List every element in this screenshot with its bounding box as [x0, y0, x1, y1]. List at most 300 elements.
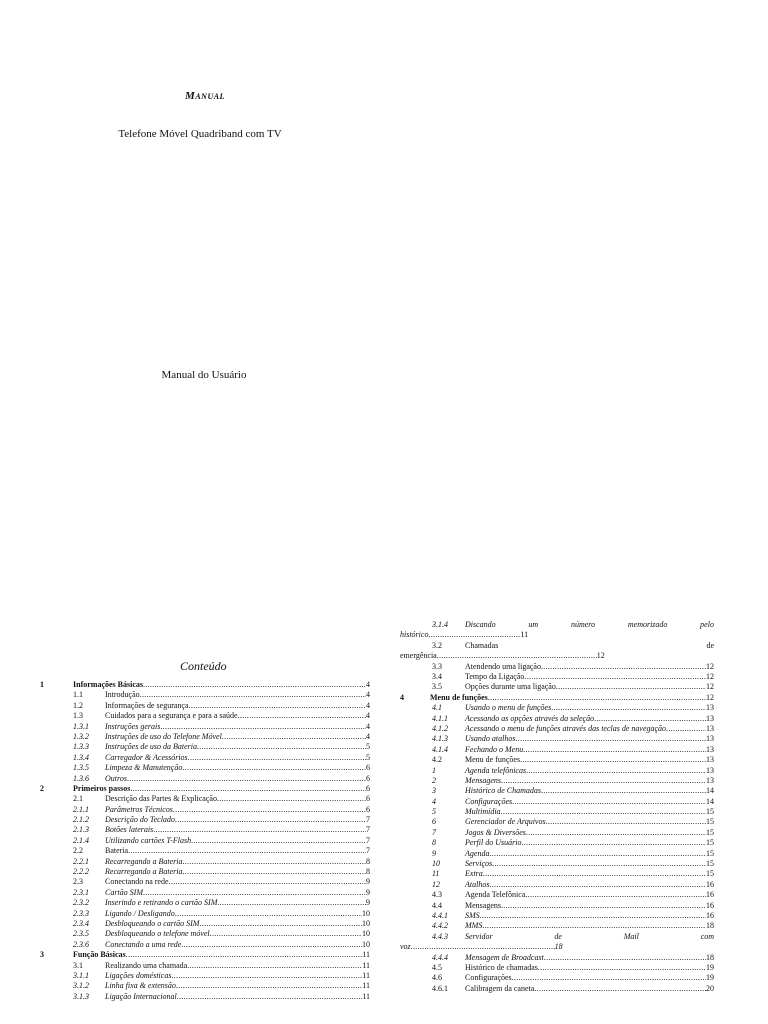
toc-entry-page: 4 [366, 680, 370, 689]
toc-entry[interactable] [40, 929, 370, 939]
toc-entry-title: Limpeza & Manutenção [105, 763, 183, 773]
toc-entry-number: 3 [40, 950, 44, 960]
toc-entry-title-word: de [554, 931, 562, 941]
toc-entry-page: 10 [362, 918, 370, 928]
toc-entry-leader [523, 745, 706, 755]
toc-entry-page: 6 [366, 804, 370, 814]
toc-entry-page: 12 [706, 661, 714, 671]
toc-entry[interactable] [400, 807, 714, 817]
toc-entry-number: 1.3.3 [73, 742, 89, 752]
toc-entry-title: Menu de funções [465, 755, 521, 765]
toc-entry-number: 1.3 [73, 711, 83, 721]
toc-entry-leader [488, 693, 706, 703]
toc-entry-wrapped[interactable] [400, 932, 714, 953]
toc-heading: Conteúdo [180, 659, 227, 673]
toc-entry[interactable] [400, 734, 714, 744]
toc-entry-page: 10 [362, 939, 370, 949]
toc-entry-title: Perfil do Usuário [465, 838, 522, 848]
toc-entry-leader [501, 776, 706, 786]
toc-entry-title: Configurações [465, 973, 512, 983]
toc-entry-leader [182, 867, 366, 877]
toc-entry-title: Agenda [465, 848, 490, 858]
toc-entry[interactable] [40, 950, 370, 960]
toc-entry-number: 4.4.1 [432, 910, 448, 920]
toc-entry-number: 2.2.2 [73, 867, 89, 877]
toc-entry-page: 15 [706, 859, 714, 869]
toc-entry-number: 2.3 [73, 877, 83, 887]
toc-entry[interactable] [40, 836, 370, 846]
toc-entry-title: Agenda Telefônica [465, 890, 526, 900]
toc-entry-page: 11 [362, 991, 370, 1001]
toc-entry-leader [182, 857, 366, 867]
toc-entry-page: 10 [362, 908, 370, 918]
toc-entry-leader [210, 929, 362, 939]
toc-entry-page: 18 [554, 942, 563, 952]
toc-entry[interactable] [40, 732, 370, 742]
toc-entry-title: Histórico de Chamadas [465, 786, 541, 796]
toc-entry-page: 11 [362, 950, 370, 960]
toc-entry-title: Recarregando a Bateria [105, 867, 183, 877]
toc-entry[interactable] [40, 898, 370, 908]
toc-entry-number: 1 [432, 765, 436, 775]
toc-entry-leader [238, 711, 366, 721]
toc-entry[interactable] [40, 867, 370, 877]
toc-entry-page: 10 [362, 929, 370, 939]
toc-entry-page: 6 [366, 773, 370, 783]
toc-entry-title: Mensagem de Broadcast [465, 952, 544, 962]
toc-entry[interactable] [40, 722, 370, 732]
toc-entry-page: 6 [366, 783, 370, 793]
toc-entry-title: Gerenciador de Arquivos [465, 817, 546, 827]
toc-entry-title: Usando o menu de funções [465, 703, 552, 713]
toc-entry[interactable] [400, 662, 714, 672]
toc-entry-title-words [465, 932, 714, 942]
toc-entry-title: Extra [465, 869, 483, 879]
toc-entry-leader [143, 888, 366, 898]
toc-entry[interactable] [40, 815, 370, 825]
toc-entry-title-word: memorizado [627, 620, 668, 629]
toc-entry-title: Primeiros passos [73, 783, 131, 793]
toc-entry-leader [181, 940, 362, 950]
toc-entry-title: Instruções de uso da Bateria [105, 742, 197, 752]
toc-entry[interactable] [40, 888, 370, 898]
toc-entry-leader [512, 973, 706, 983]
toc-entry-leader [524, 672, 706, 682]
toc-entry[interactable] [40, 971, 370, 981]
toc-entry-number: 1.3.5 [73, 763, 89, 773]
toc-entry[interactable] [40, 825, 370, 835]
toc-entry-page: 18 [706, 921, 714, 931]
toc-entry-number: 2.1.4 [73, 835, 89, 845]
toc-entry-page: 18 [706, 952, 714, 962]
toc-entry-leader [188, 753, 366, 763]
toc-entry-title: Mensagens [465, 775, 501, 785]
toc-entry[interactable] [40, 711, 370, 721]
toc-entry-leader [541, 662, 706, 672]
toc-entry[interactable] [400, 693, 714, 703]
toc-entry-number: 3.1.3 [73, 991, 89, 1001]
toc-entry[interactable] [40, 763, 370, 773]
toc-entry-page: 13 [706, 723, 714, 733]
toc-entry[interactable] [400, 682, 714, 692]
toc-entry[interactable] [400, 901, 714, 911]
toc-entry-leader [534, 984, 706, 994]
toc-entry-title: Atalhos [465, 879, 490, 889]
toc-entry-title: Desbloqueando o cartão SIM [105, 918, 200, 928]
toc-entry-number: 11 [432, 869, 440, 879]
toc-entry-title: Parâmetros Técnicos [105, 804, 173, 814]
toc-right-column [400, 620, 714, 994]
toc-entry[interactable] [400, 755, 714, 765]
toc-entry[interactable] [40, 701, 370, 711]
toc-entry-title: Linha fixa & extensão [105, 981, 176, 991]
toc-entry-title: Inserindo e retirando o cartão SIM [105, 898, 218, 908]
toc-entry-leader [483, 869, 706, 879]
toc-entry-number: 4.1.2 [432, 723, 448, 733]
toc-entry[interactable] [40, 680, 370, 690]
toc-entry-leader [492, 859, 706, 869]
toc-entry[interactable] [40, 690, 370, 700]
toc-entry-page: 11 [520, 630, 529, 640]
toc-entry[interactable] [40, 753, 370, 763]
toc-entry-number: 2.1 [73, 794, 83, 804]
toc-entry-page: 6 [366, 763, 370, 773]
toc-entry-title: Opções durante uma ligação [465, 682, 556, 692]
toc-entry-title: MMS [465, 921, 483, 931]
toc-entry-number: 2.1.3 [73, 825, 89, 835]
toc-entry[interactable] [400, 786, 714, 796]
toc-entry-page: 11 [362, 960, 370, 970]
toc-entry-leader [538, 963, 706, 973]
toc-entry-leader [512, 797, 706, 807]
toc-entry[interactable] [40, 857, 370, 867]
toc-entry-page: 14 [706, 796, 714, 806]
toc-entry-number: 3.5 [432, 682, 442, 692]
toc-entry[interactable] [400, 672, 714, 682]
toc-entry-title: Informações de segurança [105, 700, 189, 710]
manual-label: Manual do Usuário [161, 369, 247, 381]
toc-entry[interactable] [400, 880, 714, 890]
toc-entry-leader [191, 836, 366, 846]
toc-entry-leader [126, 950, 363, 960]
toc-entry-page: 13 [706, 755, 714, 765]
toc-entry-page: 16 [706, 890, 714, 900]
toc-entry-page: 14 [706, 786, 714, 796]
toc-entry-page: 6 [366, 794, 370, 804]
toc-entry-title: Carregador & Acessórios [105, 752, 188, 762]
toc-entry-leader [182, 763, 366, 773]
toc-entry[interactable] [400, 703, 714, 713]
toc-entry-title: Informações Básicas [73, 680, 143, 689]
toc-entry-title: Instruções de uso do Telefone Móvel [105, 731, 222, 741]
toc-entry-page: 13 [706, 713, 714, 723]
toc-entry-number: 2.2.1 [73, 856, 89, 866]
toc-entry-page: 12 [596, 651, 605, 661]
toc-entry-page: 15 [706, 869, 714, 879]
toc-entry-title: Acessando as opções através da seleção [465, 713, 595, 723]
toc-entry-title-continued: emergência [400, 651, 437, 661]
toc-entry-title: Ligando / Desligando [105, 908, 175, 918]
toc-entry-title-word: Discando [465, 620, 496, 629]
toc-entry-page: 15 [706, 827, 714, 837]
toc-entry-leader [143, 680, 366, 690]
toc-entry-number: 4.1.3 [432, 734, 448, 744]
toc-entry-leader [526, 828, 706, 838]
toc-entry[interactable] [40, 846, 370, 856]
toc-entry-number: 1.1 [73, 690, 83, 700]
toc-entry-title: Multimídia [465, 807, 501, 817]
toc-entry-number: 4 [432, 796, 436, 806]
toc-entry[interactable] [400, 838, 714, 848]
toc-entry-title: Atendendo uma ligação [465, 661, 541, 671]
toc-entry-title: Botões laterais [105, 825, 154, 835]
toc-entry[interactable] [400, 984, 714, 994]
toc-entry-leader [127, 774, 366, 784]
toc-entry[interactable] [40, 981, 370, 991]
toc-entry-number: 2.3.6 [73, 939, 89, 949]
toc-entry-leader [130, 784, 366, 794]
toc-entry-title: Descrição das Partes & Explicação [105, 794, 217, 804]
toc-entry-page: 11 [362, 970, 370, 980]
toc-entry-page: 16 [706, 900, 714, 910]
toc-entry-title-word: Mail [623, 931, 639, 941]
toc-entry-title: Desbloqueando o telefone móvel [105, 929, 210, 939]
toc-entry-number: 2.1.2 [73, 815, 89, 825]
toc-entry-number: 4 [400, 692, 404, 702]
toc-entry-title: Função Básicas [73, 950, 126, 960]
toc-entry-leader [515, 734, 706, 744]
toc-entry[interactable] [40, 784, 370, 794]
toc-entry-page: 5 [366, 752, 370, 762]
toc-entry-page: 15 [706, 807, 714, 817]
toc-entry-page: 13 [706, 734, 714, 744]
toc-entry-title-word: Servidor [465, 931, 493, 941]
toc-entry-title: Configurações [465, 796, 513, 806]
toc-entry-leader [482, 921, 706, 931]
toc-entry-leader [176, 981, 362, 991]
toc-entry-number: 4.2 [432, 755, 442, 765]
toc-entry-leader [199, 919, 362, 929]
toc-entry-number: 2.3.5 [73, 929, 89, 939]
toc-entry-leader [189, 701, 366, 711]
toc-entry-leader [217, 898, 366, 908]
document-subtitle: Telefone Móvel Quadriband com TV [118, 128, 282, 140]
toc-entry-title-word: número [570, 620, 596, 629]
toc-entry-title: Utilizando cartões T-Flash [105, 835, 192, 845]
toc-entry-number: 3.1.2 [73, 981, 89, 991]
toc-entry-page: 15 [706, 848, 714, 858]
toc-entry-title: Outros [105, 773, 127, 783]
toc-entry-leader [175, 815, 366, 825]
toc-entry-number: 1.3.2 [73, 731, 89, 741]
toc-entry-page: 15 [706, 817, 714, 827]
toc-entry-number: 4.3 [432, 890, 442, 900]
toc-entry-title: Recarregando a Bateria [105, 856, 183, 866]
toc-entry[interactable] [400, 828, 714, 838]
toc-entry-leader [489, 880, 706, 890]
toc-entry[interactable] [400, 817, 714, 827]
toc-entry-number: 3 [432, 786, 436, 796]
toc-entry-leader [480, 911, 706, 921]
toc-entry-page: 4 [366, 721, 370, 731]
toc-entry-page: 13 [706, 775, 714, 785]
toc-left-column [40, 680, 370, 1002]
toc-entry-number: 4.6 [432, 973, 442, 983]
toc-entry-title-word: pelo [700, 620, 714, 629]
toc-entry-title: Realizando uma chamada [105, 960, 188, 970]
toc-entry-leader [175, 909, 362, 919]
toc-entry-number: 6 [432, 817, 436, 827]
toc-entry[interactable] [400, 911, 714, 921]
toc-entry-page: 19 [706, 962, 714, 972]
toc-entry-page: 13 [706, 703, 714, 713]
toc-entry-leader [153, 825, 366, 835]
toc-entry-leader [501, 807, 706, 817]
toc-entry[interactable] [40, 877, 370, 887]
toc-entry-number: 12 [432, 879, 440, 889]
toc-entry-number: 2 [432, 775, 436, 785]
toc-entry-page: 8 [366, 867, 370, 877]
toc-entry[interactable] [400, 890, 714, 900]
toc-right-tail-list [400, 953, 714, 995]
toc-entry-number: 2 [40, 783, 44, 793]
toc-entry-leader [594, 714, 706, 724]
toc-entry[interactable] [40, 961, 370, 971]
toc-entry-number: 1.3.1 [73, 721, 89, 731]
toc-entry-page: 12 [706, 671, 714, 681]
toc-entry-number: 3.1 [73, 960, 83, 970]
toc-entry-number: 4.5 [432, 962, 442, 972]
toc-entry-page: 16 [706, 879, 714, 889]
toc-entry-number: 4.4 [432, 900, 442, 910]
toc-entry[interactable] [40, 742, 370, 752]
toc-entry-leader [546, 817, 706, 827]
toc-entry-title-continued: histórico [400, 630, 429, 640]
toc-entry-number: 7 [432, 827, 436, 837]
toc-entry-title-word: Chamadas [465, 640, 499, 650]
toc-entry-number: 3.4 [432, 671, 442, 681]
toc-entry[interactable] [400, 859, 714, 869]
toc-entry[interactable] [400, 963, 714, 973]
toc-entry-page: 4 [366, 700, 370, 710]
toc-entry-title: Ligações domésticas [105, 970, 172, 980]
toc-entry-page: 20 [706, 983, 714, 993]
toc-entry[interactable] [400, 797, 714, 807]
toc-entry-page: 4 [366, 731, 370, 741]
toc-entry-leader [525, 890, 706, 900]
toc-entry[interactable] [40, 992, 370, 1002]
toc-entry-page: 7 [366, 825, 370, 835]
toc-entry-title: Mensagens [465, 900, 501, 910]
toc-entry[interactable] [400, 973, 714, 983]
toc-entry-title: Fechando o Menu [465, 744, 524, 754]
toc-entry-number: 4.1 [432, 703, 442, 713]
toc-entry[interactable] [400, 714, 714, 724]
toc-entry-leader [551, 703, 706, 713]
toc-entry-title-word: com [700, 931, 714, 941]
toc-entry[interactable] [400, 849, 714, 859]
toc-entry-title-words [465, 641, 714, 651]
toc-entry-title: Instruções gerais [105, 721, 161, 731]
toc-entry-leader [177, 992, 363, 1002]
toc-entry-leader [128, 846, 366, 856]
toc-entry-leader [169, 877, 366, 887]
toc-entry-leader [520, 755, 706, 765]
toc-entry-page: 5 [366, 742, 370, 752]
toc-entry[interactable] [40, 805, 370, 815]
toc-entry-page: 7 [366, 835, 370, 845]
toc-entry[interactable] [40, 794, 370, 804]
toc-entry-title: Introdução [105, 690, 140, 700]
toc-entry-title: Cartão SIM [105, 887, 143, 897]
toc-entry-leader [489, 849, 706, 859]
toc-entry[interactable] [400, 869, 714, 879]
toc-entry-number: 4.4.3 [432, 931, 448, 941]
toc-entry-title: Agenda telefônicas [465, 765, 527, 775]
toc-entry-title: Acessando o menu de funções através das teclas de navegação [465, 723, 667, 733]
toc-entry[interactable] [400, 921, 714, 931]
toc-entry-leader [556, 682, 706, 692]
toc-entry-page: 19 [706, 973, 714, 983]
toc-entry[interactable] [400, 745, 714, 755]
toc-entry-number: 2.3.1 [73, 887, 89, 897]
toc-entry-leader [140, 690, 366, 700]
toc-entry-leader [501, 901, 706, 911]
toc-entry-number: 3.2 [432, 640, 442, 650]
toc-entry-title-continued: voz [400, 942, 411, 952]
toc-entry-page: 9 [366, 887, 370, 897]
toc-entry-title: SMS [465, 910, 480, 920]
toc-entry-leader [222, 732, 366, 742]
toc-entry-page: 4 [366, 711, 370, 721]
toc-entry[interactable] [40, 774, 370, 784]
toc-entry-leader [173, 805, 366, 815]
toc-entry-leader [160, 722, 366, 732]
toc-entry-number: 1.2 [73, 700, 83, 710]
toc-entry-number: 8 [432, 838, 436, 848]
toc-entry[interactable] [400, 776, 714, 786]
toc-entry-wrapped[interactable] [400, 641, 714, 662]
toc-entry-page: 7 [366, 815, 370, 825]
toc-entry-number: 2.3.4 [73, 918, 89, 928]
toc-entry-number: 2.2 [73, 846, 83, 856]
toc-entry-number: 1.3.4 [73, 752, 89, 762]
toc-entry[interactable] [400, 766, 714, 776]
toc-entry-number: 2.3.3 [73, 908, 89, 918]
toc-entry[interactable] [400, 724, 714, 734]
toc-entry-page: 16 [706, 910, 714, 920]
toc-entry[interactable] [400, 953, 714, 963]
toc-entry-title: Descrição do Teclado [105, 815, 175, 825]
toc-entry-title: Jogos & Diversões [465, 827, 526, 837]
toc-entry-title: Serviços [465, 859, 493, 869]
toc-entry-number: 1 [40, 680, 44, 689]
toc-entry-title: Bateria [105, 846, 129, 856]
toc-entry-page: 13 [706, 744, 714, 754]
toc-entry-number: 4.1.4 [432, 744, 448, 754]
toc-entry-number: 10 [432, 859, 440, 869]
toc-entry[interactable] [40, 940, 370, 950]
toc-entry[interactable] [40, 919, 370, 929]
toc-entry-number: 4.1.1 [432, 713, 448, 723]
toc-entry-leader [526, 766, 706, 776]
toc-entry-wrapped[interactable] [400, 620, 714, 641]
toc-entry-title: Ligação Internacional [105, 991, 177, 1001]
toc-entry-number: 2.1.1 [73, 804, 89, 814]
toc-entry-leader [521, 838, 706, 848]
toc-entry[interactable] [40, 909, 370, 919]
toc-entry-page: 8 [366, 856, 370, 866]
